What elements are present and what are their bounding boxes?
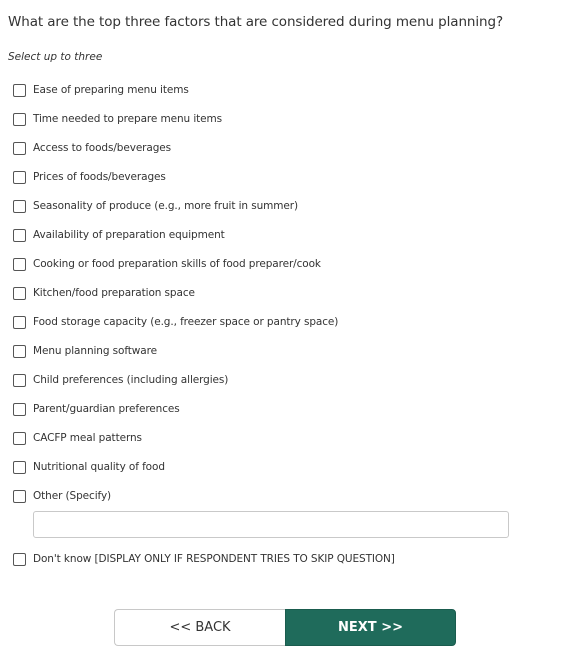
option-label: Child preferences (including allergies) <box>33 374 229 386</box>
checkbox[interactable] <box>13 258 26 271</box>
option-cooking-skills[interactable] <box>13 256 553 285</box>
checkbox[interactable] <box>13 432 26 445</box>
question-instruction: Select up to three <box>8 51 103 63</box>
checkbox[interactable] <box>13 345 26 358</box>
option-prices-of-foods[interactable] <box>13 169 553 198</box>
option-parent-preferences[interactable] <box>13 401 553 430</box>
option-access-to-foods[interactable] <box>13 140 553 169</box>
option-seasonality[interactable] <box>13 198 553 227</box>
checkbox[interactable] <box>13 200 26 213</box>
checkbox[interactable] <box>13 84 26 97</box>
option-label: Cooking or food preparation skills of food preparer/cook <box>33 258 321 270</box>
option-equipment[interactable] <box>13 227 553 256</box>
checkbox[interactable] <box>13 553 26 566</box>
checkbox[interactable] <box>13 461 26 474</box>
checkbox[interactable] <box>13 229 26 242</box>
option-dont-know[interactable] <box>13 551 395 580</box>
next-button[interactable]: NEXT >> <box>285 609 456 646</box>
option-storage-capacity[interactable] <box>13 314 553 343</box>
option-label: Availability of preparation equipment <box>33 229 225 241</box>
option-label: Time needed to prepare menu items <box>33 113 223 125</box>
option-label: Nutritional quality of food <box>33 461 165 473</box>
option-label: Menu planning software <box>33 345 157 357</box>
option-kitchen-space[interactable] <box>13 285 553 314</box>
option-label: Seasonality of produce (e.g., more fruit in summer) <box>33 200 298 212</box>
checkbox[interactable] <box>13 287 26 300</box>
option-label: Access to foods/beverages <box>33 142 172 154</box>
checkbox[interactable] <box>13 374 26 387</box>
checkbox[interactable] <box>13 316 26 329</box>
option-child-preferences[interactable] <box>13 372 553 401</box>
checkbox[interactable] <box>13 171 26 184</box>
option-label: Ease of preparing menu items <box>33 84 189 96</box>
question-text: What are the top three factors that are considered during menu planning? <box>8 14 504 30</box>
option-label: Prices of foods/beverages <box>33 171 166 183</box>
navigation-buttons <box>114 609 456 646</box>
checkbox[interactable] <box>13 490 26 503</box>
other-specify-input[interactable] <box>33 511 509 538</box>
checkbox[interactable] <box>13 142 26 155</box>
option-label: Don't know [DISPLAY ONLY IF RESPONDENT TRIES TO SKIP QUESTION] <box>33 553 395 565</box>
back-button[interactable]: << BACK <box>114 609 285 646</box>
option-time-needed[interactable] <box>13 111 553 140</box>
option-cacfp-patterns[interactable] <box>13 430 553 459</box>
checkbox[interactable] <box>13 403 26 416</box>
option-label: Other (Specify) <box>33 490 112 502</box>
options-list <box>13 82 553 517</box>
option-label: Food storage capacity (e.g., freezer space or pantry space) <box>33 316 339 328</box>
checkbox[interactable] <box>13 113 26 126</box>
option-label: CACFP meal patterns <box>33 432 142 444</box>
option-nutritional-quality[interactable] <box>13 459 553 488</box>
option-label: Kitchen/food preparation space <box>33 287 195 299</box>
option-ease-of-preparing[interactable] <box>13 82 553 111</box>
option-label: Parent/guardian preferences <box>33 403 180 415</box>
option-menu-software[interactable] <box>13 343 553 372</box>
